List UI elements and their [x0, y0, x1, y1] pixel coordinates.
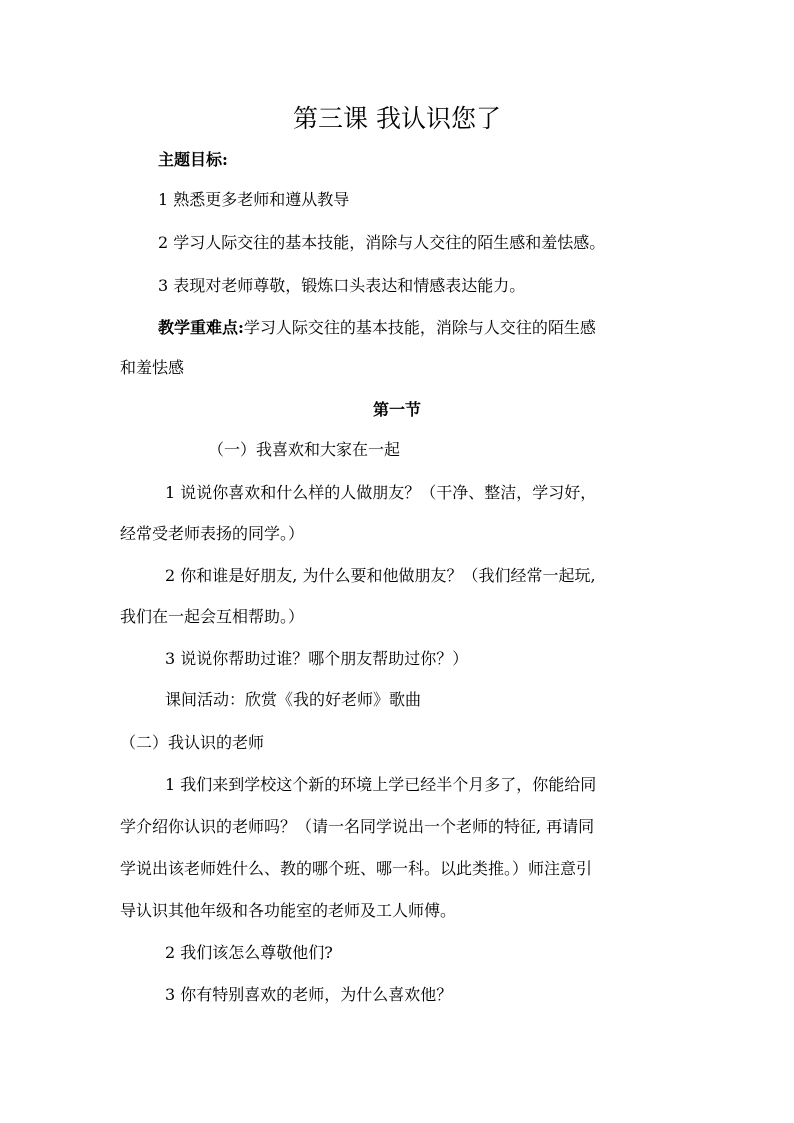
goal-item-1: 1 熟悉更多老师和遵从教导 [158, 190, 350, 209]
part2-heading: （二）我认识的老师 [120, 733, 265, 752]
document-title: 第三课 我认识您了 [293, 104, 501, 133]
key-points-continuation: 和羞怯感 [120, 358, 185, 377]
part2-item-2: 2 我们该怎么尊敬他们? [165, 943, 333, 962]
part1-item-2-cont: 我们在一起会互相帮助。） [120, 607, 305, 626]
part2-item-1-cont-1: 学介绍你认识的老师吗？（请一名同学说出一个老师的特征, 再请同 [120, 817, 595, 836]
part2-item-3: 3 你有特别喜欢的老师，为什么喜欢他？ [165, 985, 453, 1004]
part1-item-1-cont: 经常受老师表扬的同学。） [120, 524, 305, 543]
key-points-label: 教学重难点: [158, 318, 244, 337]
part1-item-3: 3 说说你帮助过谁？哪个朋友帮助过你？） [165, 649, 469, 668]
section-title: 第一节 [372, 400, 421, 419]
recess-activity: 课间活动：欣赏《我的好老师》歌曲 [165, 690, 422, 709]
part1-item-2: 2 你和谁是好朋友, 为什么要和他做朋友？（我们经常一起玩, [165, 566, 596, 585]
part2-item-1: 1 我们来到学校这个新的环境上学已经半个月多了，你能给同 [165, 775, 597, 794]
goals-heading: 主题目标: [158, 150, 228, 169]
goal-item-3: 3 表现对老师尊敬，锻炼口头表达和情感表达能力。 [158, 276, 526, 295]
part1-heading: （一）我喜欢和大家在一起 [208, 440, 401, 459]
key-points-paragraph [158, 318, 596, 338]
part2-item-1-cont-3: 导认识其他年级和各功能室的老师及工人师傅。 [120, 901, 457, 920]
part2-item-1-cont-2: 学说出该老师姓什么、教的哪个班、哪一科。以此类推。）师注意引 [120, 859, 593, 878]
part1-item-1: 1 说说你喜欢和什么样的人做朋友？（干净、整洁，学习好， [165, 483, 597, 502]
goal-item-2: 2 学习人际交往的基本技能，消除与人交往的陌生感和羞怯感。 [158, 233, 606, 252]
key-points-text: 学习人际交往的基本技能，消除与人交往的陌生感 [243, 318, 596, 337]
